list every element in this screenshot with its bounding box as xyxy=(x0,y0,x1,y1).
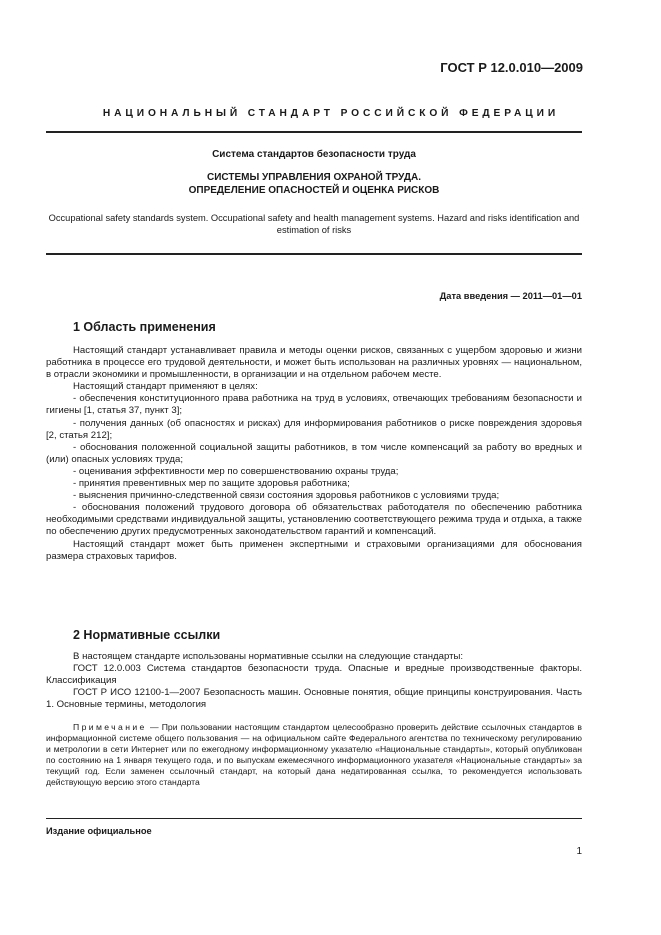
paragraph: Настоящий стандарт устанавливает правила и методы оценки рисков, связанных с ущербом здоровью и жизни работника в процессе его трудовой деятельности, и может быть использован на различных уровнях — национальном, в отрасли экономики и промышленности, в организации и на отдельном рабочем месте. xyxy=(46,345,582,381)
list-item: - выяснения причинно-следственной связи состояния здоровья работников с условиями труда; xyxy=(73,490,500,502)
section-2-body xyxy=(46,651,582,711)
list-item: - получения данных (об опасностях и рисках) для информирования работников о риске повреждения здоровья [2, статья 212]; xyxy=(46,417,582,441)
reference-item: ГОСТ 12.0.003 Система стандартов безопасности труда. Опасные и вредные производственные факторы. Классификация xyxy=(46,663,582,687)
note-label: Примечание xyxy=(73,722,147,732)
header-rule xyxy=(46,131,582,133)
reference-item: ГОСТ Р ИСО 12100-1—2007 Безопасность машин. Основные понятия, общие принципы конструирования. Часть 1. Основные термины, методология xyxy=(46,687,582,711)
section-1-body xyxy=(46,345,582,563)
standard-title-line2: ОПРЕДЕЛЕНИЕ ОПАСНОСТЕЙ И ОЦЕНКА РИСКОВ xyxy=(188,185,440,196)
standards-series: Система стандартов безопасности труда xyxy=(212,149,416,160)
paragraph: В настоящем стандарте использованы нормативные ссылки на следующие стандарты: xyxy=(73,651,464,662)
gost-code: ГОСТ Р 12.0.010—2009 xyxy=(440,60,583,75)
title-rule xyxy=(46,253,582,255)
footer-rule xyxy=(46,818,582,819)
standard-title-en: Occupational safety standards system. Occupational safety and health management systems. Hazard and risks identification and estimation of risks xyxy=(48,213,580,235)
introduction-date: Дата введения — 2011—01—01 xyxy=(439,291,582,301)
national-standard-title: НАЦИОНАЛЬНЫЙ СТАНДАРТ РОССИЙСКОЙ ФЕДЕРАЦИИ xyxy=(102,108,560,119)
paragraph: Настоящий стандарт может быть применен экспертными и страховыми организациями для обоснования размера страховых тарифов. xyxy=(46,538,582,562)
page-number: 1 xyxy=(576,846,582,857)
edition-label: Издание официальное xyxy=(46,826,152,836)
list-item: - обеспечения конституционного права работника на труд в условиях, отвечающих требованиям безопасности и гигиены [1, статья 37, пункт 3]; xyxy=(46,393,582,417)
list-item: - обоснования положенной социальной защиты работников, в том числе компенсаций за работу во вредных и (или) опасных условиях труда; xyxy=(46,441,582,465)
section-2-heading: 2 Нормативные ссылки xyxy=(73,628,221,642)
standard-title-ru xyxy=(46,171,582,197)
paragraph: Настоящий стандарт применяют в целях: xyxy=(73,381,258,393)
section-1-heading: 1 Область применения xyxy=(73,320,216,334)
note-text: — При пользовании настоящим стандартом целесообразно проверить действие ссылочных стандартов в информационной системе общего пользования — на официальном сайте Федерального агентства по техническому регулированию и метрологии в сети Интернет или по ежегодному информационному указателю «Национальные стандарты», который опубликован по состоянию на 1 января текущего года, и по выпускам ежемесячного информационного указателя «Национальные стандарты» за текущий год. Если заменен ссылочный стандарт, на который дана недатированная ссылка, то рекомендуется использовать действующую версию этого стандарта xyxy=(46,722,582,787)
list-item: - принятия превентивных мер по защите здоровья работника; xyxy=(73,478,350,490)
note xyxy=(46,722,582,788)
standard-title-line1: СИСТЕМЫ УПРАВЛЕНИЯ ОХРАНОЙ ТРУДА. xyxy=(206,172,422,183)
list-item: - оценивания эффективности мер по совершенствованию охраны труда; xyxy=(73,465,399,477)
list-item: - обоснования положений трудового договора об обязательствах работодателя по обеспечению работника необходимыми средствами индивидуальной защиты, установлению соответствующего режима труда и отдыха, а также по обеспечению других предусмотренных законодательством гарантий и компенсаций. xyxy=(46,502,582,538)
